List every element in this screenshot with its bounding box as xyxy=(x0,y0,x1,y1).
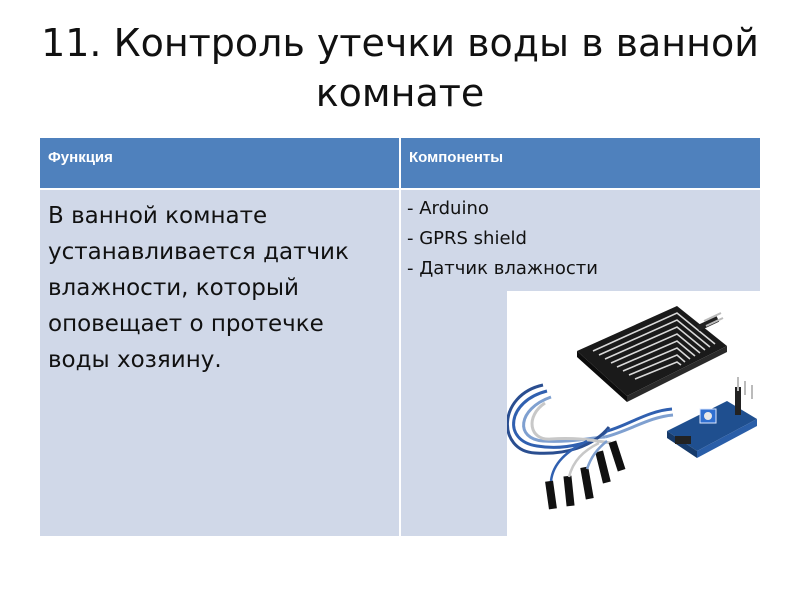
header-components: Компоненты xyxy=(401,138,760,188)
component-item: - GPRS shield xyxy=(407,228,527,249)
header-function: Функция xyxy=(40,138,399,188)
component-item: - Датчик влажности xyxy=(407,258,598,279)
rain-sensor-photo xyxy=(507,291,777,544)
slide-title: 11. Контроль утечки воды в ванной комнате xyxy=(41,21,759,115)
components-list xyxy=(407,194,754,284)
function-description: В ванной комнате устанавливается датчик влажности, который оповещает о протечке воды хозяину. xyxy=(48,203,349,373)
jumper-wires xyxy=(507,385,673,453)
function-cell xyxy=(40,190,399,536)
sensor-plate xyxy=(577,306,727,402)
rain-sensor-illustration xyxy=(507,291,777,544)
control-module xyxy=(667,377,757,458)
component-item: - Arduino xyxy=(407,198,489,219)
